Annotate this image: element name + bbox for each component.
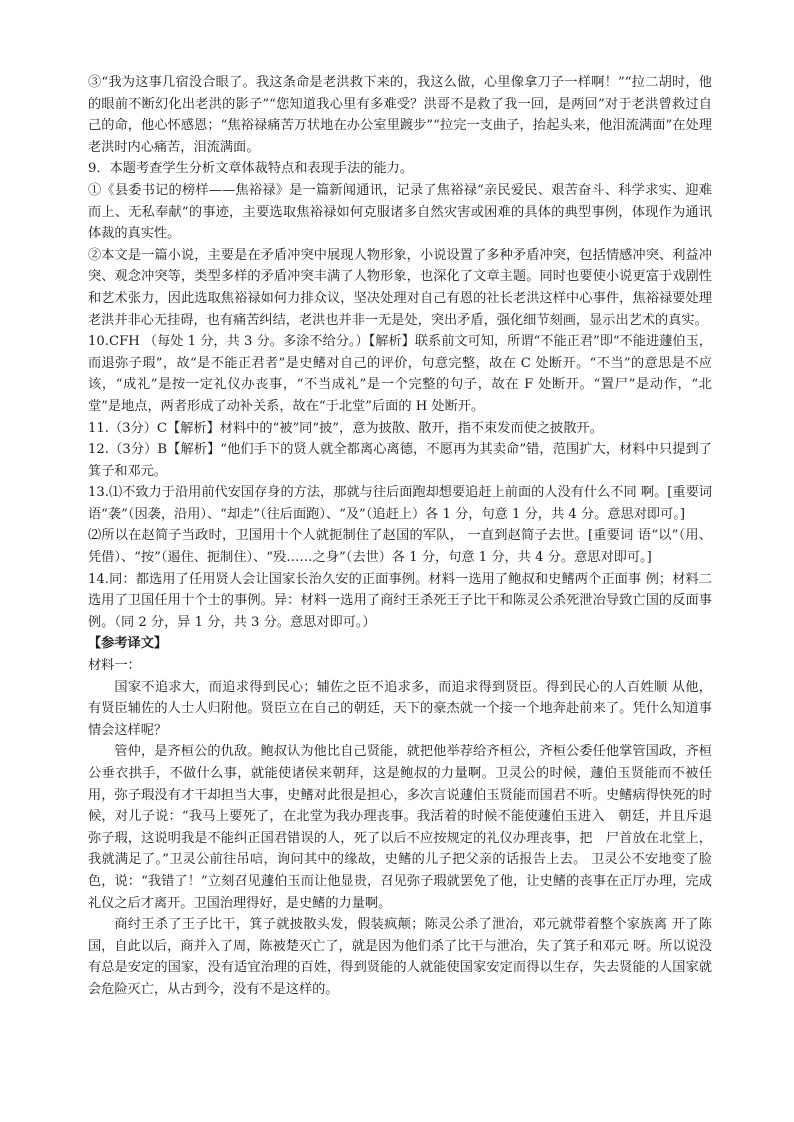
answer-14: 14.同：都选用了任用贤人会让国家长治久安的正面事例。材料一选用了鲍叔和史鳍两个正面事 例；材料二选用了卫国任用十个士的事例。异：材料一选用了商纣王杀死王子比干和陈灵公杀死泄冶导致亡国的反面事例。（同 2 分，异 1 分，共 3 分。意思对即可。） [88,571,712,630]
translation-paragraph-2: 管仲，是齐桓公的仇敌。鲍叔认为他比自己贤能，就把他举荐给齐桓公，齐桓公委任他掌管国政，齐桓公垂衣拱手，不做什么事，就能使诸侯来朝拜，这是鲍叔的力量啊。卫灵公的时候，蘧伯玉贤能而不被任用，弥子瑕没有才干却担当大事，史鳍对此很是担心，多次言说蘧伯玉贤能而国君不听。史鳍病得快死的时候，对儿子说：“我马上要死了，在北堂为我办理丧事。我活着的时候不能使蘧伯玉进入 朝廷，并且斥退弥子瑕，这说明我是不能纠正国君错误的人，死了以后不应按规定的礼仪办理丧事，把 尸首放在北堂上，我就满足了。”卫灵公前往吊唁，询问其中的缘故，史鳍的儿子把父亲的话报告上去。 卫灵公不安地变了脸色，说：“我错了！”立刻召见蘧伯玉而让他显贵，召见弥子瑕就罢免了他，让史鳍的丧事在正厅办理，完成礼仪之后才离开。卫国治理得好，是史鳍的力量啊。 [88,744,712,911]
answer-13-part-2: ⑵所以在赵简子当政时，卫国用十个人就扼制住了赵国的军队， 一直到赵简子去世。[重要词 语“以”（用、凭借）、“按”（遏住、扼制住）、“殁……之身”（去世）各 1 分，句意 1 分，共 4 分。意思对即可。] [88,528,712,566]
translation-paragraph-3: 商纣王杀了王子比干，箕子就披散头发，假装疯颠；陈灵公杀了泄冶，邓元就带着整个家族离 开了陈国，自此以后，商并入了周，陈被楚灭亡了，就是因为他们杀了比干与泄冶，失了箕子和邓元 呀。所以说没有总是安定的国家，没有适宜治理的百姓，得到贤能的人就能使国家安定而得以生存，失去贤能的人国家就会危险灭亡，从古到今，没有不是这样的。 [88,917,713,997]
translation-paragraph-1: 国家不追求大，而追求得到民心；辅佐之臣不追求多，而追求得到贤臣。得到民心的人百姓顺 从他，有贤臣辅佐的人士人归附他。贤臣立在自己的朝廷，天下的豪杰就一个接一个地奔赴前来了。凭什么知道事情会这样呢？ [88,679,712,738]
answer-12: 12.（3分）B【解析】“他们手下的贤人就全都离心离德，不愿再为其卖命”错，范围扩大，材料中只提到了箕子和邓元。 [88,442,712,479]
answer-9-point-1: ①《县委书记的榜样——焦裕禄》是一篇新闻通讯，记录了焦裕禄“亲民爱民、艰苦奋斗、科学求实、迎难而上、无私奉献”的事迹，主要选取焦裕禄如何克服诸多自然灾害或困难的具体的典型事例，体现作为通讯体裁的真实性。 [88,182,712,242]
translation-heading: 【参考译文】 [88,636,168,652]
answer-13-part-1: 13.⑴不致力于沿用前代安国存身的方法，那就与往后面跑却想要追赶上前面的人没有什么不同 啊。[重要词语“袭”（因袭，沿用）、“却走”（往后面跑）、“及”（追赶上）各 1 分，句意 1 分，共 4 分。意思对即可。] [88,485,712,522]
answer-document [88,72,712,1001]
answer-9-heading: 9．本题考查学生分析文章体裁特点和表现手法的能力。 [88,161,413,177]
answer-8-point-3: ③“我为这事几宿没合眼了。我这条命是老洪救下来的，我这么做，心里像拿刀子一样啊！”“拉二胡时，他的眼前不断幻化出老洪的影子”“您知道我心里有多难受？洪哥不是救了我一回，是两回”对于老洪曾救过自己的命，他心怀感恩；“焦裕禄痛苦万状地在办公室里踱步”“拉完一支曲子，抬起头来，他泪流满面”在处理老洪时内心痛苦，泪流满面。 [88,75,712,155]
material-one-label: 材料一： [88,658,141,674]
answer-11: 11.（3分）C【解析】材料中的“被”同“披”，意为披散、散开，指不束发而使之披散开。 [88,420,603,436]
answer-9-point-2: ②本文是一篇小说，主要是在矛盾冲突中展现人物形象，小说设置了多种矛盾冲突，包括情感冲突、利益冲突、观念冲突等，类型多样的矛盾冲突丰满了人物形象，也深化了文章主题。同时也要使小说更富于戏剧性和艺术张力，因此选取焦裕禄如何力排众议，坚决处理对自己有恩的社长老洪这样中心事件，焦裕禄要处理老洪并非心无挂碍，也有痛苦纠结，老洪也并非一无是处，突出矛盾，强化细节刻画，显示出艺术的真实。 [88,247,712,328]
answer-10: 10.CFH （每处 1 分，共 3 分。多涂不给分。）【解析】联系前文可知，所谓“不能正君”即“不能进蘧伯玉，而退弥子瑕”，故“是不能正君者”是史鳍对自己的评价，句意完整，故在 C 处断开。“不当”的意思是不应该，“成礼”是按一定礼仪办丧事，“不当成礼”是一个完整的句子，故在 F 处断开。“置尸”是动作，“北堂”是地点，两者形成了动补关系，故在“于北堂”后面的 H 处断开。 [88,334,712,414]
